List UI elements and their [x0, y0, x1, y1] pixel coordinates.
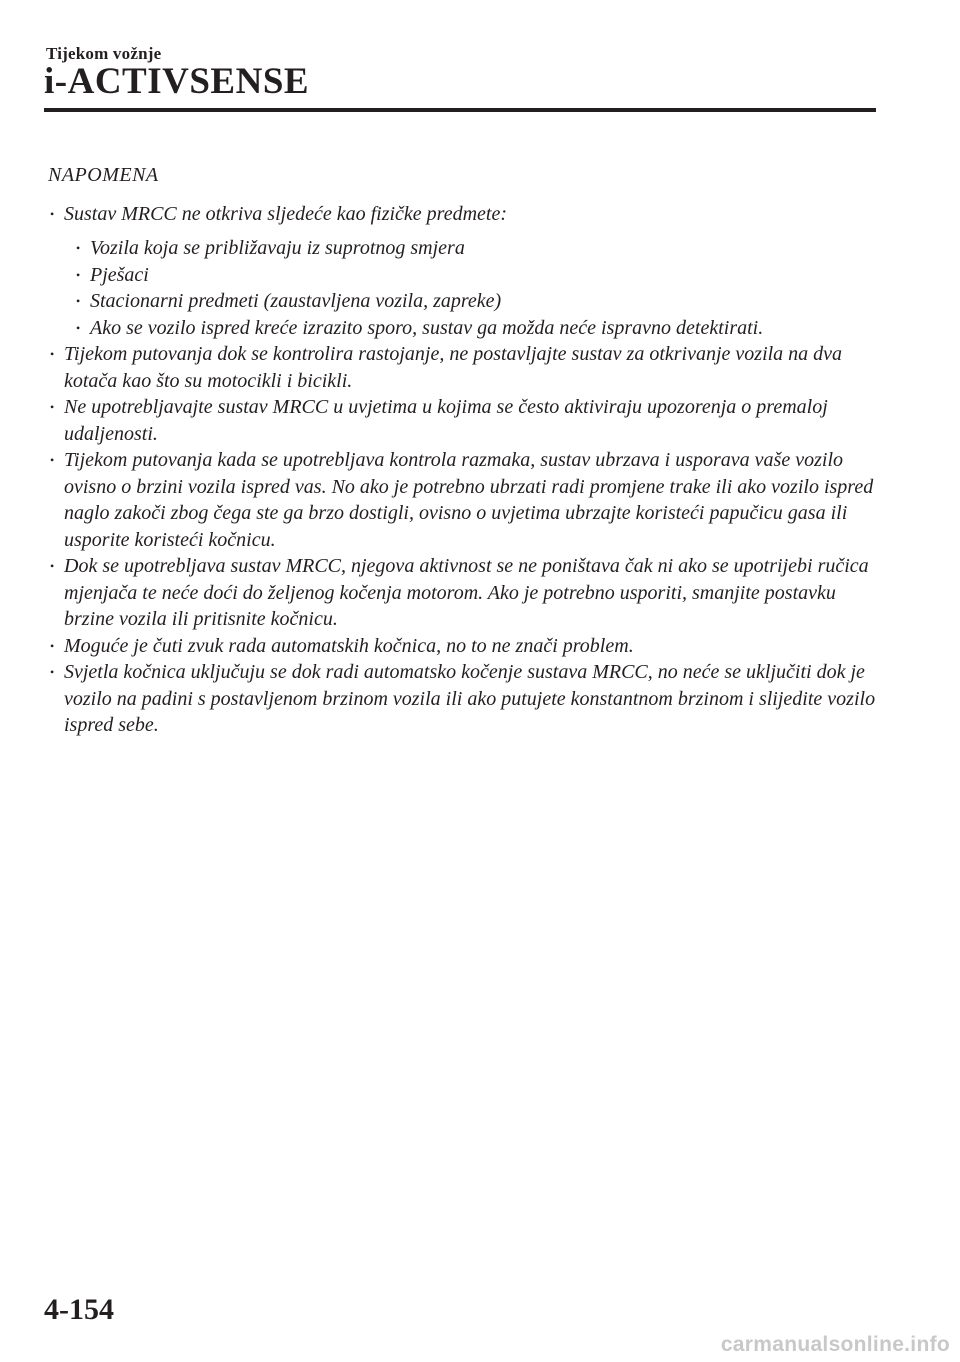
sub-list-item: • Vozila koja se približavaju iz suprotnog smjera: [74, 235, 878, 262]
section-label: Tijekom vožnje: [46, 44, 162, 63]
list-item: • Dok se upotrebljava sustav MRCC, njegova aktivnost se ne poništava čak ni ako se upotrijebi ručica mjenjača te neće doći do željenog kočenja motorom. Ako je potrebno usporiti, smanjite postavku brzine vozila ili pritisnite kočnicu.: [48, 553, 878, 633]
note-heading: NAPOMENA: [48, 164, 159, 186]
sub-list-item: • Pješaci: [74, 262, 878, 289]
list-item: • Tijekom putovanja dok se kontrolira rastojanje, ne postavljajte sustav za otkrivanje vozila na dva kotača kao što su motocikli i bicikli.: [48, 341, 878, 394]
watermark: carmanualsonline.info: [720, 1333, 950, 1356]
list-item: [48, 201, 878, 342]
note-list: [48, 201, 878, 739]
sub-list: [64, 235, 878, 341]
chapter-title: i-ACTIVSENSE: [44, 61, 310, 102]
header-rule: [44, 108, 876, 112]
list-item: • Ne upotrebljavajte sustav MRCC u uvjetima u kojima se često aktiviraju upozorenja o premaloj udaljenosti.: [48, 394, 878, 447]
sub-list-item: • Stacionarni predmeti (zaustavljena vozila, zapreke): [74, 288, 878, 315]
list-item: • Moguće je čuti zvuk rada automatskih kočnica, no to ne znači problem.: [48, 633, 878, 660]
list-item: • Tijekom putovanja kada se upotrebljava kontrola razmaka, sustav ubrzava i usporava vaše vozilo ovisno o brzini vozila ispred vas. No ako je potrebno ubrzati radi promjene trake ili ako vozilo ispred naglo zakoči zbog čega ste ga brzo dostigli, ovisno o uvjetima ubrzajte koristeći papučicu gasa ili usporite koristeći kočnicu.: [48, 447, 878, 553]
list-item: • Svjetla kočnica uključuju se dok radi automatsko kočenje sustava MRCC, no neće se uključiti dok je vozilo na padini s postavljenom brzinom vozila ili ako putujete konstantnom brzinom i slijedite vozilo ispred sebe.: [48, 659, 878, 739]
sub-list-item: • Ako se vozilo ispred kreće izrazito sporo, sustav ga možda neće ispravno detektirati.: [74, 315, 878, 342]
page-number: 4-154: [44, 1293, 114, 1326]
list-item-text: Sustav MRCC ne otkriva sljedeće kao fizičke predmete:: [64, 202, 507, 225]
note-block: [48, 162, 878, 739]
